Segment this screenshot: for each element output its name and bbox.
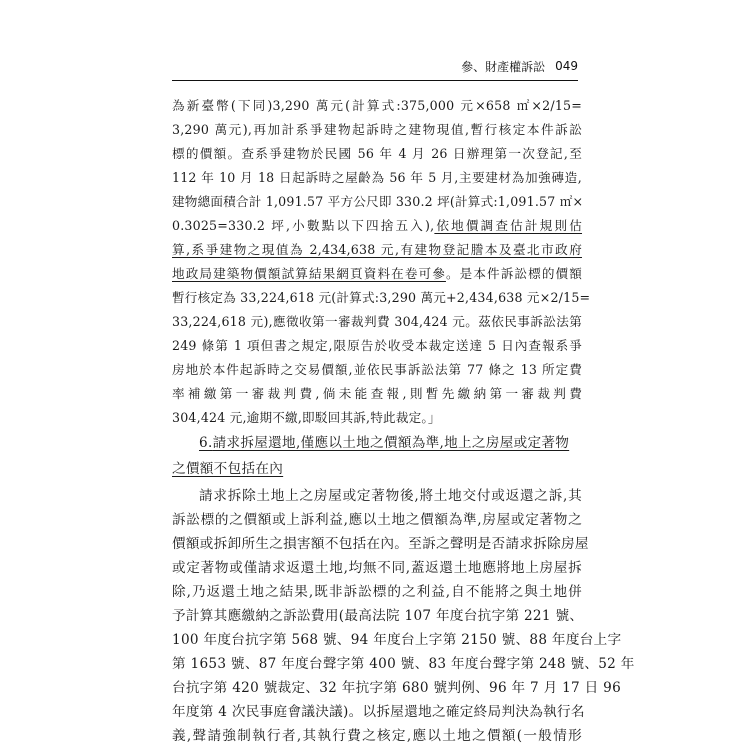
paragraph-line: 年度第 4 次民事庭會議決議)。以拆屋還地之確定終局判決為執行名 — [172, 704, 585, 720]
section-number: 6. — [199, 435, 213, 451]
quote-text: 依地價調查估計規則估 — [434, 218, 583, 233]
quote-line — [172, 358, 582, 382]
quote-line — [172, 334, 582, 358]
paragraph-line: 或定著物或僅請求返還土地,均無不同,蓋返還土地應將地上房屋拆 — [172, 560, 582, 576]
quote-line — [172, 382, 582, 406]
quote-text: 3,290 萬元),再加計系爭建物起訴時之建物現值,暫行核定本件訴訟 — [172, 122, 582, 137]
quote-line — [172, 238, 582, 262]
paragraph-line: 台抗字第 420 號裁定、32 年抗字第 680 號判例、96 年 7 月 17 日 96 — [172, 680, 622, 696]
quote-text: 112 年 10 月 18 日起訴時之屋齡為 56 年 5 月,主要建材為加強磚造, — [172, 170, 582, 185]
quote-text: 0.3025=330.2 坪,小數點以下四捨五入), — [172, 218, 435, 233]
paragraph-line: 義,聲請強制執行者,其執行費之核定,應以土地之價額(一般情形 — [172, 728, 582, 744]
quote-text: 率補繳第一審裁判費,倘未能查報,則暫先繳納第一審裁判費 — [172, 386, 582, 401]
section-heading-text-cont: 之價額不包括在內 — [172, 461, 284, 477]
paragraph-line: 請求拆除土地上之房屋或定著物後,將土地交付或返還之訴,其 — [199, 488, 582, 504]
page-number: 049 — [555, 59, 578, 73]
quote-text: 建物總面積合計 1,091.57 平方公尺即 330.2 坪(計算式:1,091.57 ㎡× — [172, 194, 584, 209]
paragraph-line: 100 年度台抗字第 568 號、94 年度台上字第 2150 號、88 年度台上字 — [172, 632, 622, 648]
quote-text: 。是本件訴訟標的價額 — [445, 266, 583, 281]
paragraph-line: 予計算其應繳納之訴訟費用(最高法院 107 年度台抗字第 221 號、 — [172, 608, 584, 624]
quote-text: 標的價額。查系爭建物於民國 56 年 4 月 26 日辦理第一次登記,至 — [172, 146, 582, 161]
quote-line — [172, 310, 582, 334]
quote-text: 地政局建築物價額試算結果網頁資料在卷可參 — [172, 266, 446, 281]
quote-line — [172, 286, 591, 310]
section-heading-line-1 — [172, 430, 582, 456]
body-paragraph — [172, 484, 635, 748]
paragraph-line: 除,乃返還土地之結果,既非訴訟標的之利益,自不能將之與土地併 — [172, 584, 582, 600]
quote-text: 暫行核定為 33,224,618 元(計算式:3,290 萬元+2,434,638 元×2/15= — [172, 290, 591, 305]
quote-line — [172, 262, 582, 286]
quote-text: 304,424 元,逾期不繳,即駁回其訴,特此裁定。」 — [172, 410, 441, 425]
running-header — [172, 54, 578, 78]
quote-line — [172, 118, 582, 142]
quoted-ruling — [172, 94, 591, 430]
section-heading-text: 請求拆屋還地,僅應以土地之價額為準,地上之房屋或定著物 — [212, 435, 570, 451]
quote-line — [172, 190, 582, 214]
quote-text: 33,224,618 元),應徵收第一審裁判費 304,424 元。茲依民事訴訟法第 — [172, 314, 582, 329]
quote-line — [172, 406, 582, 430]
quote-line — [172, 142, 582, 166]
quote-text: 為新臺幣(下同)3,290 萬元(計算式:375,000 元×658 ㎡×2/15= — [172, 98, 582, 113]
paragraph-line: 訴訟標的之價額或上訴利益,應以土地之價額為準,房屋或定著物之 — [172, 512, 582, 528]
header-rule — [172, 80, 578, 81]
quote-line — [172, 94, 582, 118]
quote-line — [172, 166, 582, 190]
paragraph-line: 價額或拆卸所生之損害額不包括在內。至訴之聲明是否請求拆除房屋 — [172, 536, 589, 552]
quote-text: 算,系爭建物之現值為 2,434,638 元,有建物登記謄本及臺北市政府 — [172, 242, 582, 257]
section-heading-line-2 — [172, 456, 582, 482]
body-text — [172, 94, 635, 748]
quote-text: 房地於本件起訴時之交易價額,並依民事訴訟法第 77 條之 13 所定費 — [172, 362, 582, 377]
quote-text: 249 條第 1 項但書之規定,限原告於收受本裁定送達 5 日內查報系爭 — [172, 338, 582, 353]
paragraph-line: 第 1653 號、87 年度台聲字第 400 號、83 年度台聲字第 248 號、52 年 — [172, 656, 635, 672]
section-title: 參、財產權訴訟 — [461, 59, 546, 74]
quote-line — [172, 214, 582, 238]
